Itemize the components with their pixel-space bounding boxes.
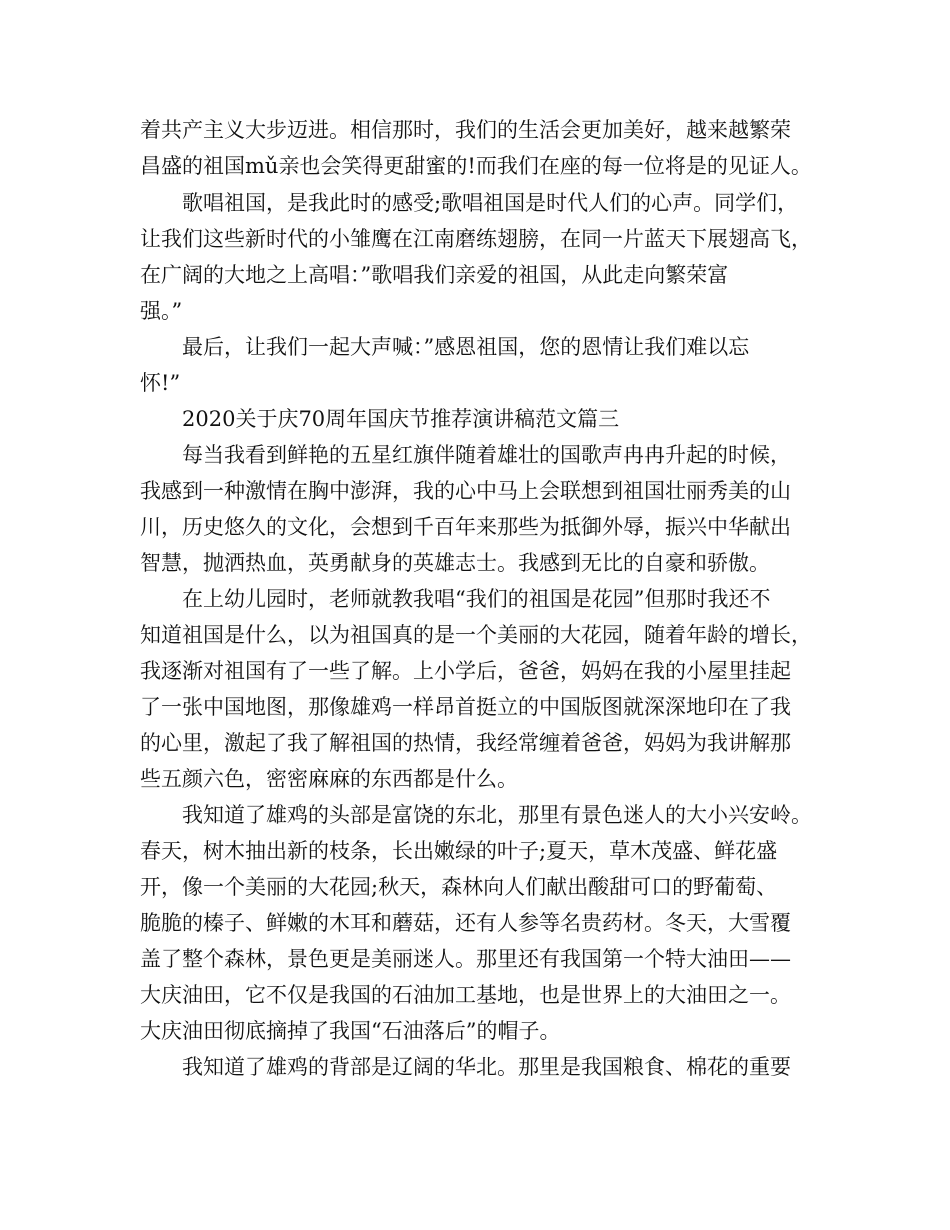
text-line: 些五颜六色，密密麻麻的东西都是什么。 <box>140 767 518 791</box>
text-line: 知道祖国是什么，以为祖国真的是一个美丽的大花园，随着年龄的增长， <box>140 623 812 647</box>
text-line: 大庆油田彻底摘掉了我国“石油落后”的帽子。 <box>140 1019 561 1043</box>
text-line: 我逐渐对祖国有了一些了解。上小学后，爸爸，妈妈在我的小屋里挂起 <box>140 659 791 683</box>
text-line: 开，像一个美丽的大花园;秋天，森林向人们献出酸甜可口的野葡萄、 <box>140 875 778 899</box>
text-line: 在广阔的大地之上高唱：”歌唱我们亲爱的祖国，从此走向繁荣富 <box>140 263 729 287</box>
section-heading: 2020关于庆70周年国庆节推荐演讲稿范文篇三 <box>182 407 620 431</box>
text-line: 歌唱祖国，是我此时的感受;歌唱祖国是时代人们的心声。同学们， <box>182 191 799 215</box>
text-line: 我感到一种激情在胸中澎湃，我的心中马上会联想到祖国壮丽秀美的山 <box>140 479 791 503</box>
text-line: 春天，树木抽出新的枝条，长出嫩绿的叶子;夏天，草木茂盛、鲜花盛 <box>140 839 778 863</box>
text-line: 在上幼儿园时，老师就教我唱“我们的祖国是花园”但那时我还不 <box>182 587 771 611</box>
text-line: 了一张中国地图，那像雄鸡一样昂首挺立的中国版图就深深地印在了我 <box>140 695 791 719</box>
text-line: 每当我看到鲜艳的五星红旗伴随着雄壮的国歌声冉冉升起的时候， <box>182 443 791 467</box>
text-line: 智慧，抛洒热血，英勇献身的英雄志士。我感到无比的自豪和骄傲。 <box>140 551 770 575</box>
text-line: 强。” <box>140 299 183 323</box>
text-line: 让我们这些新时代的小雏鹰在江南磨练翅膀，在同一片蓝天下展翅高飞， <box>140 227 812 251</box>
text-line: 川，历史悠久的文化，会想到千百年来那些为抵御外辱，振兴中华献出 <box>140 515 791 539</box>
text-line: 的心里，激起了我了解祖国的热情，我经常缠着爸爸，妈妈为我讲解那 <box>140 731 791 755</box>
text-line: 最后，让我们一起大声喊：”感恩祖国，您的恩情让我们难以忘 <box>182 335 750 359</box>
text-line: 脆脆的榛子、鲜嫩的木耳和蘑菇，还有人参等名贵药材。冬天，大雪覆 <box>140 911 791 935</box>
text-line: 我知道了雄鸡的背部是辽阔的华北。那里是我国粮食、棉花的重要 <box>182 1055 791 1079</box>
text-line: 盖了整个森林，景色更是美丽迷人。那里还有我国第一个特大油田—— <box>140 947 791 971</box>
text-line: 昌盛的祖国mǔ亲也会笑得更甜蜜的!而我们在座的每一位将是的见证人。 <box>140 154 812 178</box>
text-line: 我知道了雄鸡的头部是富饶的东北，那里有景色迷人的大小兴安岭。 <box>182 803 812 827</box>
text-line: 着共产主义大步迈进。相信那时，我们的生活会更加美好，越来越繁荣 <box>140 118 791 142</box>
text-line: 怀!” <box>140 371 181 395</box>
text-line: 大庆油田，它不仅是我国的石油加工基地，也是世界上的大油田之一。 <box>140 983 791 1007</box>
